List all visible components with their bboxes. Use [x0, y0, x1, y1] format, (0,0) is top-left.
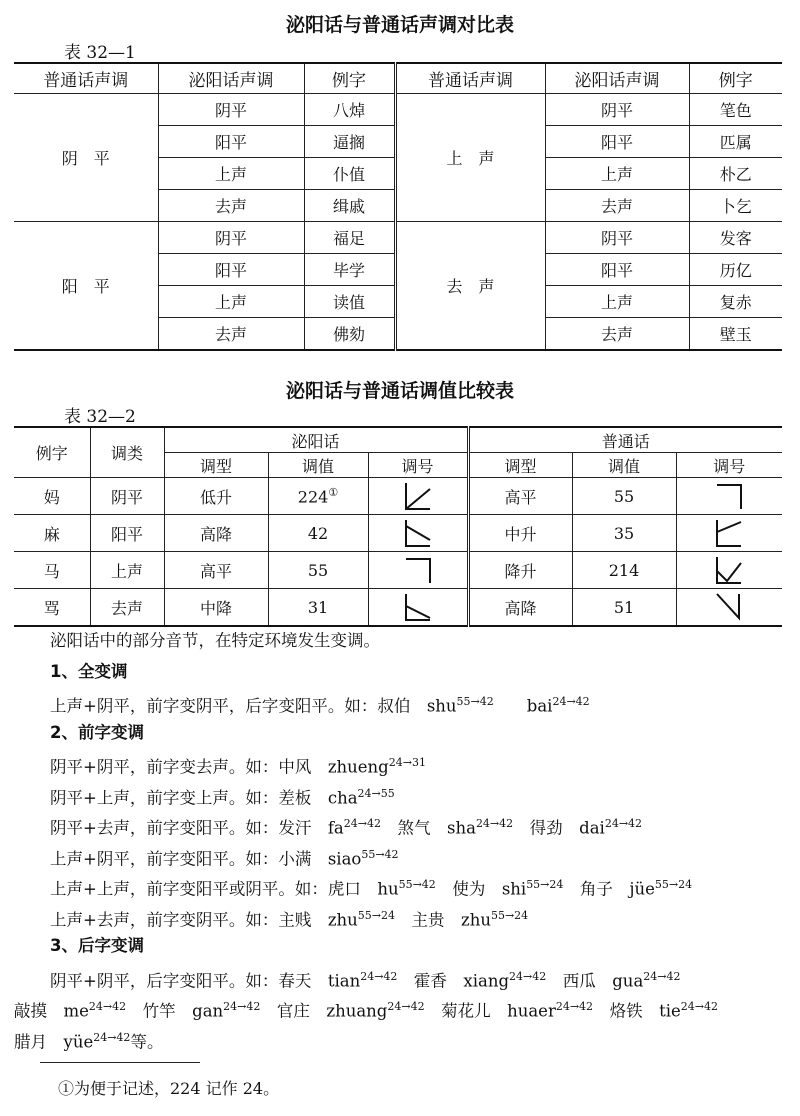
example-chars-cell: 朴乙	[689, 158, 782, 190]
tone-change-annotation: 24→42	[88, 1000, 127, 1013]
table-row	[14, 94, 782, 126]
putonghua-tone-mark-cell	[676, 552, 782, 589]
column-group-header: 普通话	[468, 427, 782, 453]
column-header: 调号	[368, 453, 468, 478]
example-chars-cell: 匹属	[689, 126, 782, 158]
biyang-tone-cell: 上声	[545, 158, 689, 190]
putonghua-contour-type-cell: 高降	[468, 589, 572, 627]
biyang-tone-cell: 阳平	[158, 126, 304, 158]
example-char-cell: 麻	[14, 515, 90, 552]
column-group-header: 泌阳话	[164, 427, 468, 453]
biyang-tone-mark-cell	[368, 552, 468, 589]
tone-change-annotation: 55→42	[361, 847, 399, 861]
column-header: 例字	[689, 63, 782, 94]
tone-change-annotation: 24→42	[93, 1030, 131, 1044]
biyang-tone-value-cell: 42	[268, 515, 368, 552]
tone-sandhi-text	[14, 626, 790, 1053]
putonghua-tone-value-cell: 51	[572, 589, 676, 627]
putonghua-tone-value-cell: 35	[572, 515, 676, 552]
example-chars-cell: 毕学	[304, 254, 395, 286]
tone-change-annotation: 24→55	[357, 786, 395, 800]
tone-change-annotation: 24→42	[604, 817, 643, 830]
tone-class-cell: 去声	[90, 589, 164, 627]
tone-class-cell: 上声	[90, 552, 164, 589]
tone-change-annotation: 24→42	[509, 969, 547, 983]
example-chars-cell: 复赤	[689, 286, 782, 318]
table-row	[14, 552, 782, 589]
table-row	[14, 515, 782, 552]
biyang-tone-value-cell: 224①	[268, 478, 368, 515]
tone-change-annotation: 55→42	[456, 695, 494, 708]
tone-change-annotation: 24→42	[360, 969, 398, 983]
example-line-2: 阴平+阴平，前字变去声。如：中风 zhueng$^{24\to 31}$	[50, 756, 426, 777]
column-header: 调号	[676, 453, 782, 478]
biyang-tone-cell: 阴平	[158, 222, 304, 254]
tone-contour-mark-level-high	[402, 553, 434, 587]
example-char-cell: 马	[14, 552, 90, 589]
section-heading-1: 1、全变调	[50, 661, 128, 681]
biyang-tone-cell: 去声	[158, 318, 304, 351]
example-chars-cell: 壁玉	[689, 318, 782, 351]
tone-comparison-table	[14, 62, 782, 351]
tone-class-cell: 阴平	[90, 478, 164, 515]
putonghua-tone-cell: 去 声	[395, 222, 545, 351]
biyang-tone-cell: 阳平	[545, 126, 689, 158]
tone-change-annotation: 24→42	[555, 1000, 594, 1013]
tone-change-annotation: 55→24	[490, 908, 529, 922]
biyang-tone-cell: 阴平	[545, 94, 689, 126]
table-row	[14, 478, 782, 515]
example-line-9: 敲摸 $me^{24\to 42}$ 竹竿 gan$^{24\to 42}$ 官庄 zhuang$^{24\to 42}$ 菊花儿 huaer$^{24\to 42}$ 烙铁 tie$^{24\to 42}$	[14, 1000, 718, 1021]
intro-paragraph: 泌阳话中的部分音节，在特定环境发生变调。	[50, 631, 380, 650]
tone-contour-mark-rise-mid	[713, 516, 745, 550]
column-header: 调值	[268, 453, 368, 478]
column-header: 普通话声调	[14, 63, 158, 94]
column-header: 泌阳话声调	[545, 63, 689, 94]
biyang-tone-cell: 上声	[158, 286, 304, 318]
biyang-tone-cell: 上声	[545, 286, 689, 318]
putonghua-tone-mark-cell	[676, 589, 782, 627]
biyang-tone-cell: 去声	[545, 190, 689, 222]
column-header: 调型	[468, 453, 572, 478]
putonghua-tone-cell: 上 声	[395, 94, 545, 222]
table1-title: 泌阳话与普通话声调对比表	[285, 14, 514, 36]
table-header-row	[14, 427, 782, 453]
tone-contour-mark-fall-high	[402, 516, 434, 550]
putonghua-tone-cell: 阳 平	[14, 222, 158, 351]
example-line-8: 阴平+阴平，后字变阳平。如：春天 tian$^{24\to 42}$ 霍香 xiang$^{24\to 42}$ 西瓜 gua$^{24\to 42}$	[50, 969, 681, 990]
tone-change-annotation: 24→42	[223, 1000, 261, 1013]
example-line-10: 腊月 yüe$^{24\to 42}$等。	[14, 1030, 164, 1051]
table-header-row	[14, 63, 782, 94]
column-header: 泌阳话声调	[158, 63, 304, 94]
tone-change-annotation: 24→42	[387, 1000, 425, 1013]
example-chars-cell: 八焯	[304, 94, 395, 126]
example-chars-cell: 发客	[689, 222, 782, 254]
tone-change-annotation: 24→42	[475, 817, 514, 830]
biyang-tone-mark-cell	[368, 478, 468, 515]
tone-change-annotation: 24→31	[388, 756, 426, 769]
table1-label: 表 32—1	[64, 43, 136, 63]
example-line-3: 阴平+上声，前字变上声。如：差板 cha$^{24\to 55}$	[50, 786, 395, 807]
tone-contour-mark-rise-low	[402, 479, 434, 513]
example-chars-cell: 读值	[304, 286, 395, 318]
example-chars-cell: 缉戚	[304, 190, 395, 222]
footnote: ①为便于记述，224 记作 24。	[58, 1079, 280, 1098]
biyang-tone-cell: 去声	[158, 190, 304, 222]
example-chars-cell: 卜乞	[689, 190, 782, 222]
putonghua-contour-type-cell: 高平	[468, 478, 572, 515]
tone-change-annotation: 24→42	[643, 969, 681, 983]
putonghua-contour-type-cell: 中升	[468, 515, 572, 552]
example-line-7: 上声+去声，前字变阴平。如：主贱 zhu$^{55\to 24}$ 主贵 zhu$^{55\to 24}$	[50, 908, 529, 929]
example-line-6: 上声+上声，前字变阳平或阴平。如：虎口 $hu^{55\to 42}$ 使为 shi$^{55\to 24}$ 角子 jüe$^{55\to 24}$	[50, 878, 693, 899]
example-char-cell: 妈	[14, 478, 90, 515]
table-row	[14, 222, 782, 254]
biyang-tone-value-cell: 31	[268, 589, 368, 627]
putonghua-tone-mark-cell	[676, 515, 782, 552]
putonghua-tone-value-cell: 55	[572, 478, 676, 515]
tone-change-annotation: 55→24	[654, 878, 693, 891]
biyang-contour-type-cell: 中降	[164, 589, 268, 627]
tone-change-annotation: 24→42	[680, 1000, 718, 1013]
column-header: 调型	[164, 453, 268, 478]
tone-class-cell: 阳平	[90, 515, 164, 552]
example-char-cell: 骂	[14, 589, 90, 627]
column-header: 普通话声调	[395, 63, 545, 94]
table2-label: 表 32—2	[64, 407, 136, 427]
tone-contour-mark-fall-full	[713, 590, 745, 624]
putonghua-tone-cell: 阴 平	[14, 94, 158, 222]
example-chars-cell: 笔色	[689, 94, 782, 126]
example-line-4: 阴平+去声，前字变阳平。如：发汗 $fa^{24\to 42}$ 煞气 sha$^{24\to 42}$ 得劲 dai$^{24\to 42}$	[50, 817, 643, 838]
biyang-tone-cell: 阴平	[545, 222, 689, 254]
biyang-tone-cell: 阳平	[158, 254, 304, 286]
example-chars-cell: 佛劾	[304, 318, 395, 351]
biyang-tone-cell: 阴平	[158, 94, 304, 126]
biyang-contour-type-cell: 高平	[164, 552, 268, 589]
tone-change-annotation: 24→42	[343, 817, 381, 830]
biyang-tone-cell: 上声	[158, 158, 304, 190]
column-header: 调类	[90, 427, 164, 478]
biyang-tone-cell: 阳平	[545, 254, 689, 286]
biyang-tone-mark-cell	[368, 589, 468, 627]
section-heading-3: 3、后字变调	[50, 936, 144, 955]
example-line-1: 上声+阴平，前字变阴平，后字变阳平。如：叔伯 shu$^{55\to 42}$ bai$^{24\to 42}$	[50, 695, 590, 716]
biyang-contour-type-cell: 高降	[164, 515, 268, 552]
tone-contour-mark-fall-mid	[402, 590, 434, 624]
table2-title: 泌阳话与普通话调值比较表	[285, 380, 514, 402]
example-chars-cell: 逼搁	[304, 126, 395, 158]
tone-contour-mark-level-high	[713, 479, 745, 513]
column-header: 例字	[304, 63, 395, 94]
tone-value-table	[14, 426, 782, 627]
tone-change-annotation: 24→42	[552, 695, 590, 708]
table-row	[14, 589, 782, 627]
footnote-divider	[40, 1062, 200, 1063]
tone-change-annotation: 55→42	[398, 878, 436, 891]
column-header: 调值	[572, 453, 676, 478]
biyang-tone-cell: 去声	[545, 318, 689, 351]
footnote-marker: ①	[328, 485, 339, 499]
example-chars-cell: 仆值	[304, 158, 395, 190]
example-chars-cell: 福足	[304, 222, 395, 254]
tone-change-annotation: 55→24	[526, 878, 564, 891]
putonghua-contour-type-cell: 降升	[468, 552, 572, 589]
putonghua-tone-value-cell: 214	[572, 552, 676, 589]
tone-contour-mark-dip	[713, 553, 745, 587]
column-header: 例字	[14, 427, 90, 478]
biyang-tone-mark-cell	[368, 515, 468, 552]
example-chars-cell: 历亿	[689, 254, 782, 286]
section-heading-2: 2、前字变调	[50, 722, 144, 742]
putonghua-tone-mark-cell	[676, 478, 782, 515]
biyang-tone-value-cell: 55	[268, 552, 368, 589]
tone-change-annotation: 55→24	[357, 908, 395, 922]
example-line-5: 上声+阴平，前字变阳平。如：小满 siao$^{55\to 42}$	[50, 847, 399, 868]
biyang-contour-type-cell: 低升	[164, 478, 268, 515]
